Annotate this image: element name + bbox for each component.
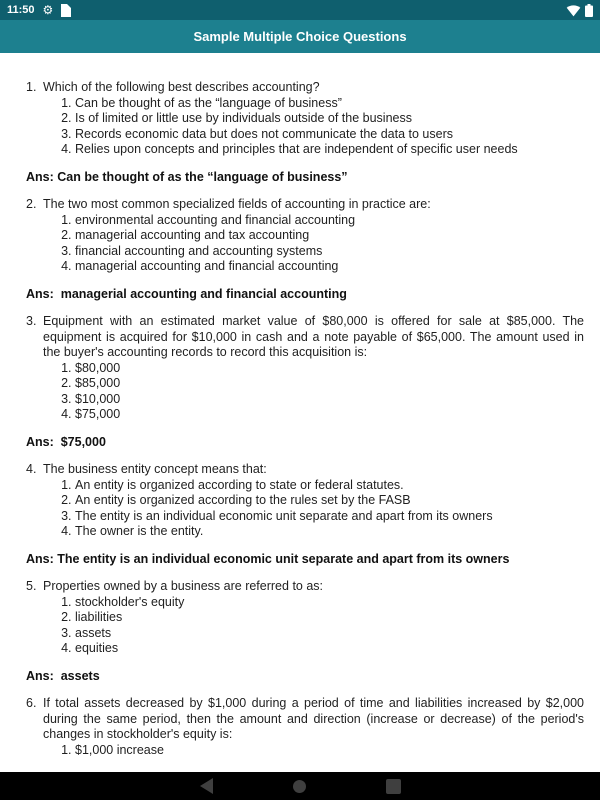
question-block [26, 80, 584, 185]
answer-text: Ans: managerial accounting and financial accounting [26, 286, 347, 301]
wifi-icon [566, 4, 581, 17]
option-item: 4. The owner is the entity. [75, 524, 584, 540]
file-icon [61, 4, 71, 17]
status-right [566, 4, 593, 17]
answer-text: Ans: Can be thought of as the “language of business” [26, 169, 348, 184]
options-list [26, 96, 584, 158]
option-item: 1. Can be thought of as the “language of business” [75, 96, 584, 112]
content-scroll-area[interactable] [0, 53, 600, 772]
option-item: 3. The entity is an individual economic unit separate and apart from its owners [75, 509, 584, 525]
nav-bar [0, 772, 600, 800]
question-number: 2. [26, 197, 37, 211]
option-item: 3. financial accounting and accounting systems [75, 244, 584, 260]
question-text: The two most common specialized fields of accounting in practice are: [43, 197, 431, 211]
question-text: Which of the following best describes accounting? [43, 80, 320, 94]
app-bar [0, 20, 600, 53]
question-block [26, 314, 584, 450]
option-item: 4. Relies upon concepts and principles that are independent of specific user needs [75, 142, 584, 158]
option-item: 4. equities [75, 641, 584, 657]
option-item: 1. stockholder's equity [75, 595, 584, 611]
question-block [26, 462, 584, 567]
option-item: 2. managerial accounting and tax accounting [75, 228, 584, 244]
question-block [26, 696, 584, 758]
answer-text: Ans: assets [26, 668, 100, 683]
options-list [26, 743, 584, 759]
option-item: 1. An entity is organized according to state or federal statutes. [75, 478, 584, 494]
home-button-icon[interactable] [293, 780, 306, 793]
question-number: 1. [26, 80, 37, 94]
status-bar [0, 0, 600, 20]
clock-text: 11:50 [7, 4, 35, 16]
question-text: The business entity concept means that: [43, 462, 267, 476]
page-title: Sample Multiple Choice Questions [193, 29, 407, 44]
question-text: If total assets decreased by $1,000 during a period of time and liabilities increased by $2,000 during the same period, then the amount and direction (increase or decrease) of the period's changes in stockholder's equity is: [43, 696, 584, 741]
option-item: 4. managerial accounting and financial accounting [75, 259, 584, 275]
option-item: 2. $85,000 [75, 376, 584, 392]
option-item: 2. Is of limited or little use by individuals outside of the business [75, 111, 584, 127]
options-list [26, 213, 584, 275]
question-text: Equipment with an estimated market value of $80,000 is offered for sale at $85,000. The equipment is acquired for $10,000 in cash and a note payable of $65,000. The amount used in the buyer's accounting records to record this acquisition is: [43, 314, 584, 359]
question-number: 5. [26, 579, 37, 593]
option-item: 2. An entity is organized according to the rules set by the FASB [75, 493, 584, 509]
option-item: 1. $1,000 increase [75, 743, 584, 759]
back-button-icon[interactable] [200, 778, 213, 794]
options-list [26, 595, 584, 657]
question-block [26, 579, 584, 684]
options-list [26, 478, 584, 540]
option-item: 1. environmental accounting and financial accounting [75, 213, 584, 229]
question-block [26, 197, 584, 302]
question-text: Properties owned by a business are referred to as: [43, 579, 324, 593]
battery-icon [585, 4, 593, 17]
gear-icon: ⚙ [42, 3, 54, 17]
option-item: 4. $75,000 [75, 407, 584, 423]
option-item: 3. assets [75, 626, 584, 642]
question-number: 6. [26, 696, 37, 710]
options-list [26, 361, 584, 423]
option-item: 3. Records economic data but does not communicate the data to users [75, 127, 584, 143]
status-left [7, 4, 71, 17]
recents-button-icon[interactable] [386, 779, 401, 794]
answer-text: Ans: $75,000 [26, 434, 106, 449]
question-number: 3. [26, 314, 37, 328]
option-item: 2. liabilities [75, 610, 584, 626]
question-number: 4. [26, 462, 37, 476]
answer-text: Ans: The entity is an individual economic unit separate and apart from its owners [26, 551, 510, 566]
option-item: 3. $10,000 [75, 392, 584, 408]
option-item: 1. $80,000 [75, 361, 584, 377]
